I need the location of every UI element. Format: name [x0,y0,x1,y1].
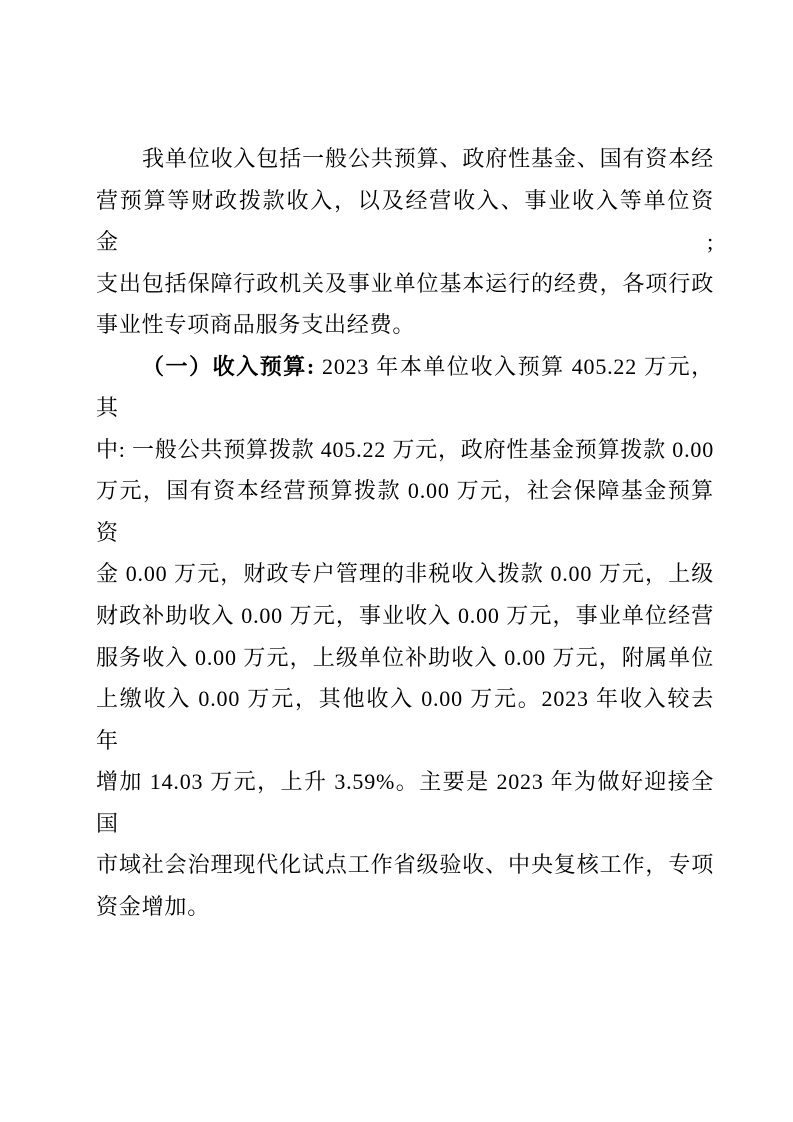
paragraph-line: 营预算等财政拨款收入，以及经营收入、事业收入等单位资金; [96,187,714,255]
paragraph-line: 增加 14.03 万元，上升 3.59%。主要是 2023 年为做好迎接全国 [96,769,714,836]
paragraph-line: 资金增加。 [96,893,211,919]
paragraph-line: 支出包括保障行政机关及事业单位基本运行的经费，各项行政 [96,270,714,296]
paragraph-line: 我单位收入包括一般公共预算、政府性基金、国有资本经 [142,146,714,171]
paragraph-line: 服务收入 0.00 万元，上级单位补助收入 0.00 万元，附属单位 [96,644,714,670]
paragraph-line: 市域社会治理现代化试点工作省级验收、中央复核工作，专项 [96,852,714,878]
paragraph-line: 事业性专项商品服务支出经费。 [96,312,416,338]
paragraph-line: 财政补助收入 0.00 万元，事业收入 0.00 万元，事业单位经营 [96,603,714,629]
section-heading: （一）收入预算: [142,353,315,379]
paragraph-line [96,346,714,429]
paragraph-line: 中: 一般公共预算拨款 405.22 万元，政府性基金预算拨款 0.00 [96,436,714,462]
paragraph-line: 金 0.00 万元，财政专户管理的非税收入拨款 0.00 万元，上级 [96,561,714,587]
paragraph-line-text: 2023 年本单位收入预算 405.22 万元，其 [96,353,714,421]
paragraph-line: 上缴收入 0.00 万元，其他收入 0.00 万元。2023 年收入较去年 [96,686,714,753]
paragraph-line: 万元，国有资本经营预算拨款 0.00 万元，社会保障基金预算资 [96,478,714,545]
document-body [96,138,714,927]
